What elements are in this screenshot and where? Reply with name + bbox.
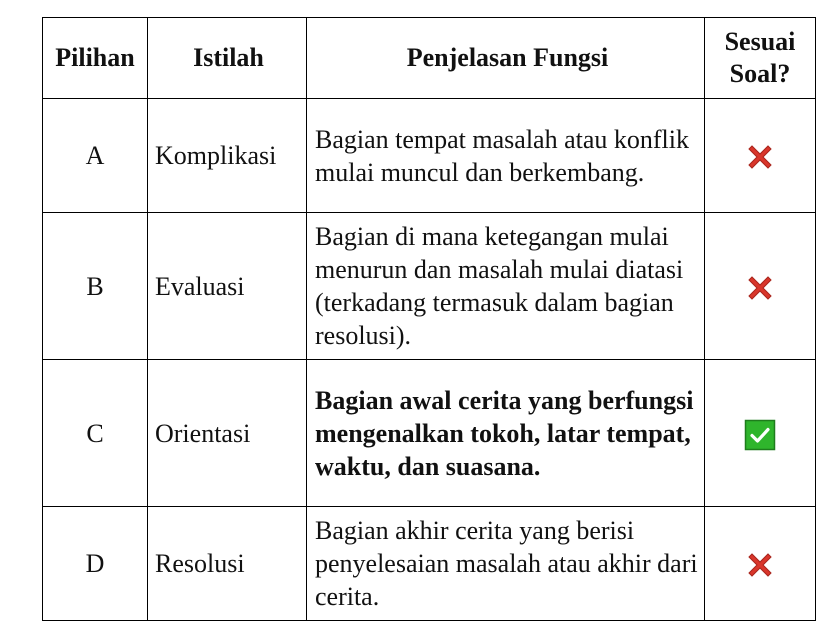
cell-sesuai [705,213,816,360]
cell-penjelasan: Bagian di mana ketegangan mulai menurun dan masalah mulai diatasi (terkadang termasuk dalam bagian resolusi). [307,213,705,360]
cell-istilah: Evaluasi [148,213,307,360]
table-row [43,213,816,360]
cell-istilah: Komplikasi [148,99,307,213]
cell-penjelasan: Bagian akhir cerita yang berisi penyelesaian masalah atau akhir dari cerita. [307,507,705,621]
check-box-icon [744,419,776,451]
table-row [43,360,816,507]
cross-mark-icon [744,549,776,581]
cell-penjelasan: Bagian tempat masalah atau konflik mulai muncul dan berkembang. [307,99,705,213]
header-sesuai [705,18,816,99]
table-row [43,99,816,213]
cell-istilah: Resolusi [148,507,307,621]
cell-penjelasan: Bagian awal cerita yang berfungsi mengenalkan tokoh, latar tempat, waktu, dan suasana. [307,360,705,507]
cell-pilihan: D [43,507,148,621]
cell-istilah: Orientasi [148,360,307,507]
cell-sesuai [705,360,816,507]
header-row [43,18,816,99]
header-sesuai-line1: Sesuai [724,27,796,56]
answer-table-container [42,17,816,621]
header-istilah: Istilah [148,18,307,99]
cell-sesuai [705,99,816,213]
header-sesuai-line2: Soal? [729,59,791,88]
answer-table [42,17,816,621]
cell-pilihan: C [43,360,148,507]
header-pilihan: Pilihan [43,18,148,99]
cell-pilihan: B [43,213,148,360]
cell-pilihan: A [43,99,148,213]
cell-sesuai [705,507,816,621]
table-row [43,507,816,621]
cross-mark-icon [744,141,776,173]
cross-mark-icon [744,272,776,304]
header-penjelasan: Penjelasan Fungsi [307,18,705,99]
